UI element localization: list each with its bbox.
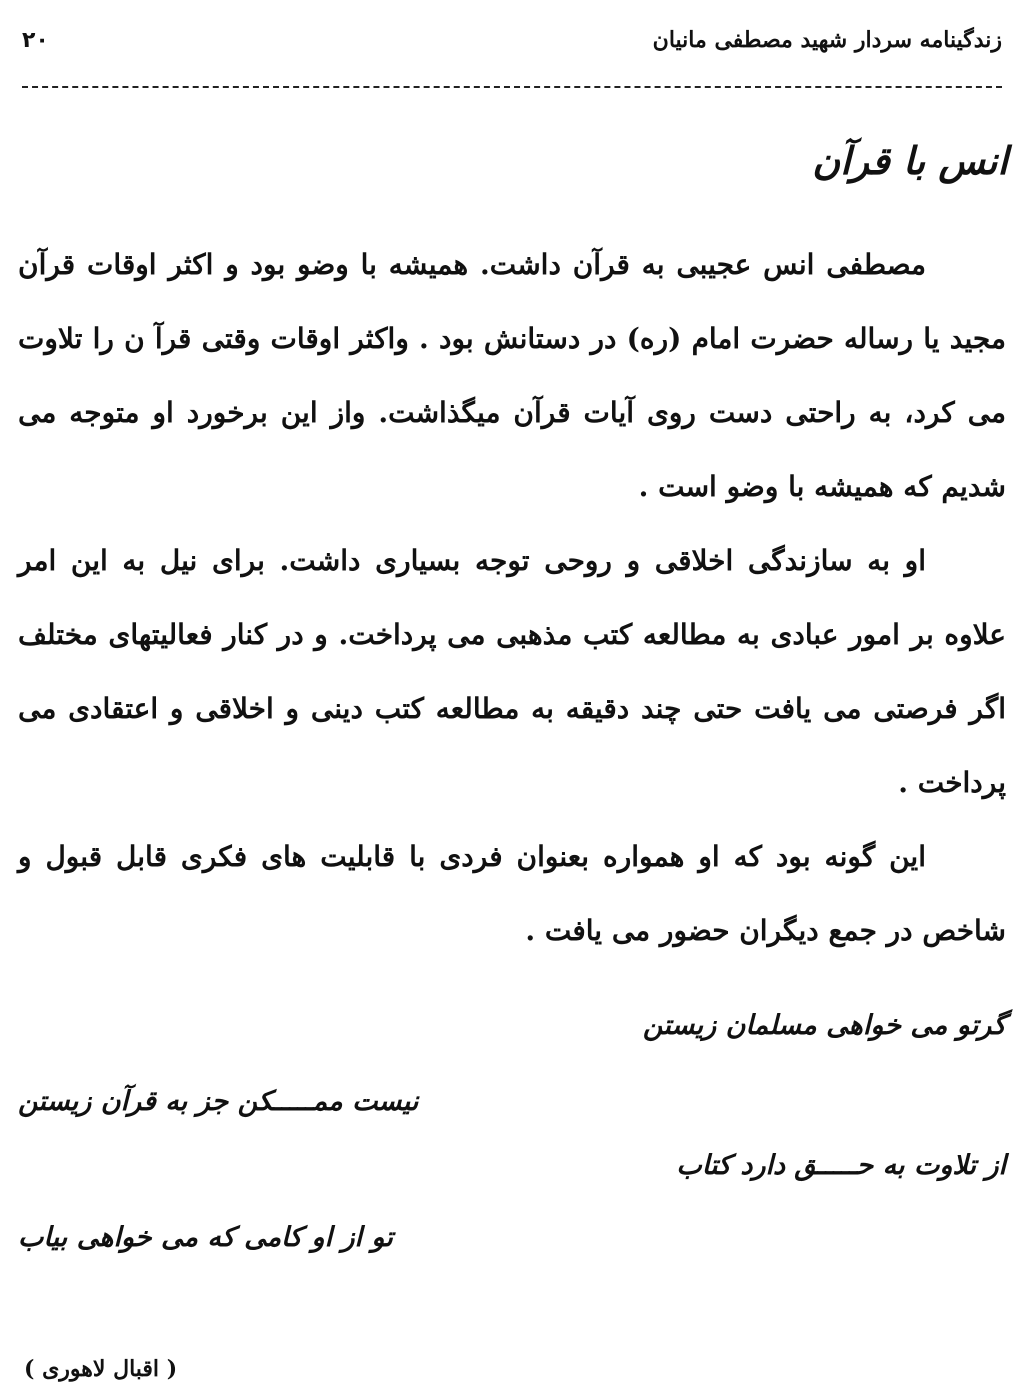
header-divider — [22, 86, 1002, 88]
paragraph-2: او به سازندگی اخلاقی و روحی توجه بسیاری داشت. برای نیل به این امر علاوه بر امور عبادی به مطالعه کتب مذهبی می پرداخت. و در کنار فعالیتهای مختلف اگر فرصتی می یافت حتی چند دقیقه به مطالعه کتب دینی و اخلاقی و اعتقادی می پرداخت . — [18, 544, 1006, 799]
poem-line-3: از تلاوت به حـــــق دارد کتاب — [676, 1150, 1006, 1181]
poem-line-4: تو از او کامی که می خواهی بیاب — [18, 1222, 393, 1253]
poem-block — [18, 1000, 1006, 1280]
body-text — [18, 228, 1006, 968]
section-title: انس با قرآن — [812, 138, 1008, 183]
poem-line-2: نیست ممـــــکن جز به قرآن زیستن — [18, 1086, 419, 1117]
page-number: ۲۰ — [22, 27, 49, 53]
running-title: زندگینامه سردار شهید مصطفی مانیان — [652, 27, 1002, 53]
paragraph-1: مصطفی انس عجیبی به قرآن داشت. همیشه با وضو بود و اکثر اوقات قرآن مجید یا رساله حضرت امام (ره) در دستانش بود . واکثر اوقات وقتی قرآ ن را تلاوت می کرد، به راحتی دست روی آیات قرآن میگذاشت. واز این برخورد او متوجه می شدیم که همیشه با وضو است . — [18, 248, 1006, 503]
paragraph-3: این گونه بود که او همواره بعنوان فردی با قابلیت های فکری قابل قبول و شاخص در جمع دیگران حضور می یافت . — [18, 840, 1006, 947]
poem-attribution: ( اقبال لاهوری ) — [24, 1356, 178, 1382]
poem-line-1: گرتو می خواهی مسلمان زیستن — [642, 1010, 1006, 1041]
page-header — [20, 20, 1004, 60]
